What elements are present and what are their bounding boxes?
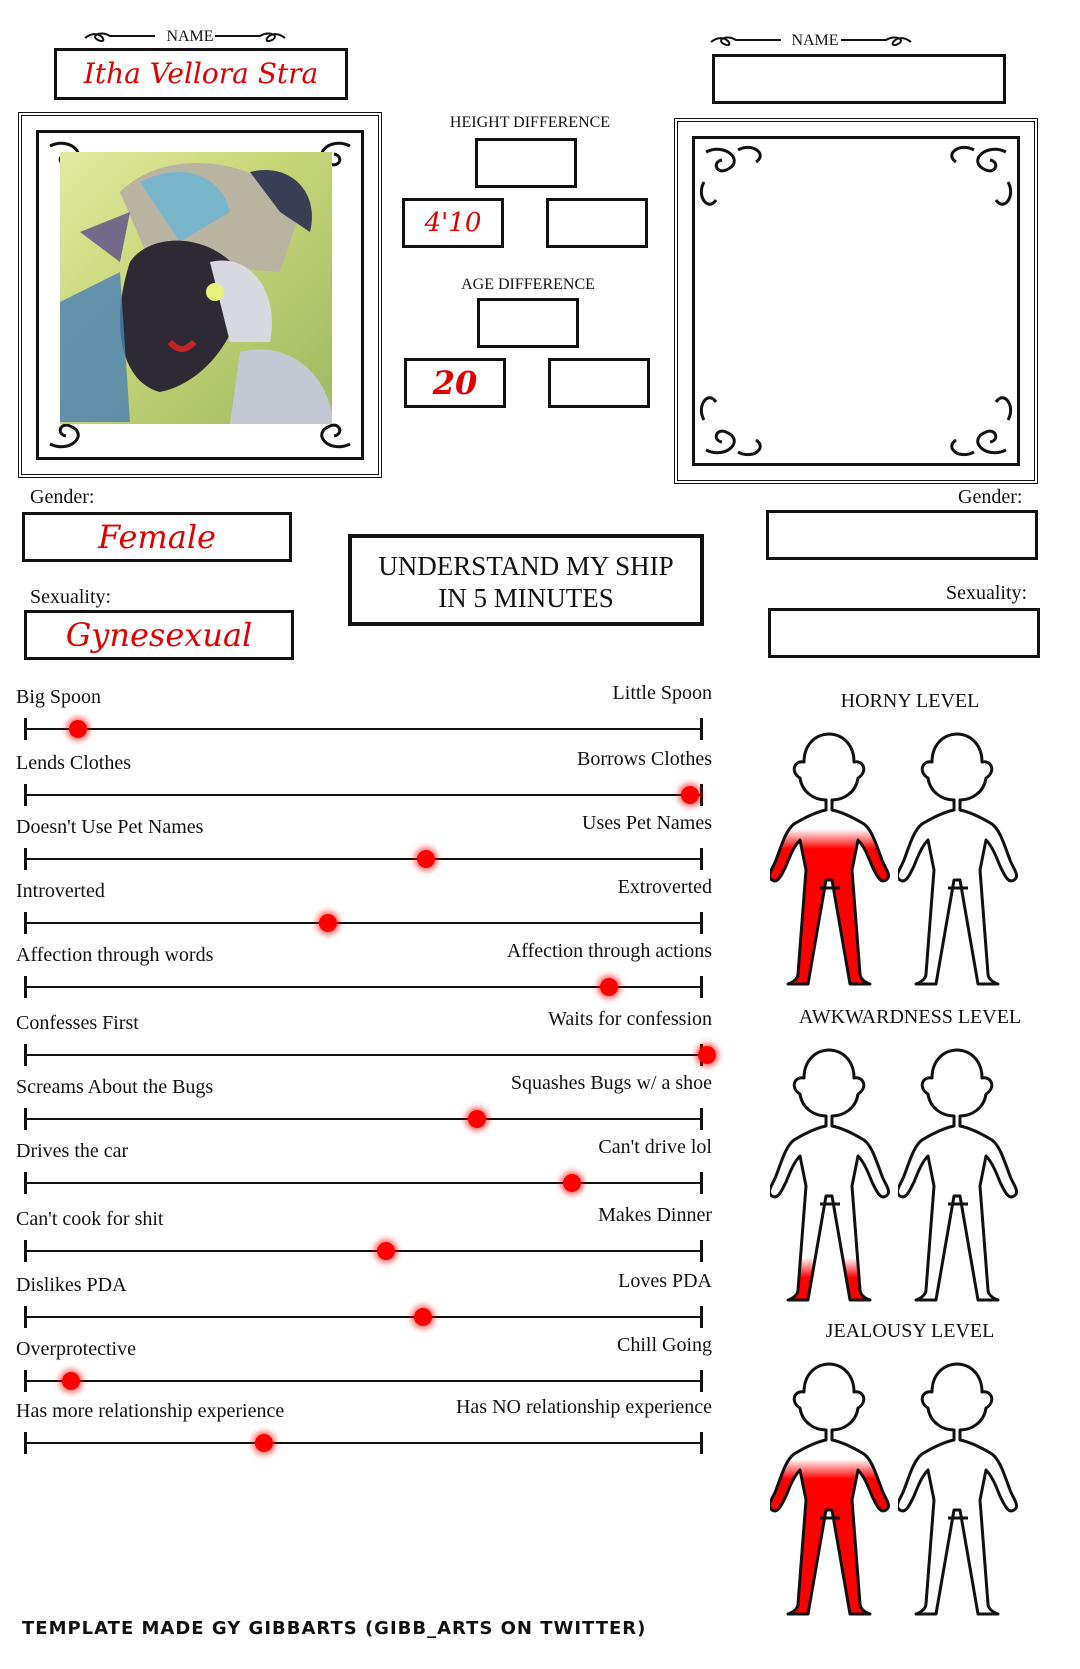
age-difference-label: AGE DIFFERENCE: [461, 276, 595, 293]
right-sexuality-field[interactable]: [768, 608, 1040, 658]
slider-left-label: Screams About the Bugs: [16, 1076, 214, 1098]
slider-right-label: Borrows Clothes: [577, 748, 712, 770]
left-name-value: Itha Vellora Stra: [83, 57, 319, 90]
slider-left-cap: [24, 1108, 27, 1130]
slider-right-cap: [700, 784, 703, 806]
left-gender-field[interactable]: [22, 512, 292, 562]
slider-left-label: Can't cook for shit: [16, 1208, 164, 1230]
left-figure-body: [770, 734, 889, 984]
slider-right-label: Has NO relationship experience: [455, 1396, 712, 1418]
slider-right-label: Chill Going: [616, 1334, 712, 1356]
slider-track[interactable]: [24, 728, 700, 730]
slider-right-label: Loves PDA: [618, 1270, 712, 1292]
slider-right-cap: [700, 848, 703, 870]
left-gender-value: Female: [98, 518, 216, 556]
slider-marker[interactable]: [414, 1308, 432, 1326]
slider-track[interactable]: [24, 922, 700, 924]
level-title: AWKWARDNESS LEVEL: [798, 1006, 1022, 1028]
slider-right-label: Uses Pet Names: [582, 812, 712, 834]
slider-left-cap: [24, 718, 27, 740]
slider-marker[interactable]: [681, 786, 699, 804]
slider-right-cap: [700, 1172, 703, 1194]
right-figure-body: [898, 1364, 1017, 1614]
slider-right-label: Extroverted: [617, 876, 712, 898]
slider-left-label: Drives the car: [16, 1140, 129, 1162]
slider-right-cap: [700, 1108, 703, 1130]
character-portrait: [60, 152, 332, 424]
slider-track[interactable]: [24, 1380, 700, 1382]
right-figure-body: [898, 734, 1017, 984]
slider-marker[interactable]: [563, 1174, 581, 1192]
age-left-field[interactable]: [404, 358, 506, 408]
slider-marker[interactable]: [377, 1242, 395, 1260]
slider-left-label: Doesn't Use Pet Names: [16, 816, 204, 838]
slider-marker[interactable]: [600, 978, 618, 996]
right-figure: [898, 1040, 1022, 1302]
height-difference-field[interactable]: [475, 138, 577, 188]
left-figure: [770, 724, 894, 986]
height-difference-label: HEIGHT DIFFERENCE: [449, 114, 611, 131]
slider-right-label: Can't drive lol: [598, 1136, 712, 1158]
slider-left-cap: [24, 784, 27, 806]
age-left-value: 20: [432, 364, 478, 402]
slider-left-cap: [24, 1172, 27, 1194]
left-name-label: NAME: [166, 28, 214, 45]
age-right-field[interactable]: [548, 358, 650, 408]
slider-left-label: Affection through words: [16, 944, 214, 966]
slider-right-cap: [700, 1370, 703, 1392]
slider-marker[interactable]: [255, 1434, 273, 1452]
slider-track[interactable]: [24, 1118, 700, 1120]
height-left-field[interactable]: [402, 198, 504, 248]
slider-right-label: Affection through actions: [506, 940, 712, 962]
slider-right-cap: [700, 912, 703, 934]
slider-track[interactable]: [24, 1250, 700, 1252]
slider-track[interactable]: [24, 1316, 700, 1318]
left-figure: [770, 1040, 894, 1302]
slider-left-label: Dislikes PDA: [16, 1274, 127, 1296]
level-title: HORNY LEVEL: [840, 690, 980, 712]
right-gender-field[interactable]: [766, 510, 1038, 560]
slider-track[interactable]: [24, 858, 700, 860]
slider-right-cap: [700, 1306, 703, 1328]
slider-marker[interactable]: [417, 850, 435, 868]
slider-marker[interactable]: [319, 914, 337, 932]
right-name-field[interactable]: [712, 54, 1006, 104]
right-sexuality-label: Sexuality:: [946, 582, 1028, 604]
slider-left-label: Has more relationship experience: [16, 1400, 285, 1422]
slider-marker[interactable]: [468, 1110, 486, 1128]
slider-right-label: Waits for confession: [548, 1008, 712, 1030]
left-sexuality-label: Sexuality:: [30, 586, 112, 608]
left-figure-body: [770, 1050, 889, 1300]
height-right-field[interactable]: [546, 198, 648, 248]
slider-track[interactable]: [24, 1054, 700, 1056]
slider-right-label: Little Spoon: [612, 682, 712, 704]
left-gender-label: Gender:: [30, 486, 95, 508]
slider-right-label: Makes Dinner: [598, 1204, 712, 1226]
slider-marker[interactable]: [69, 720, 87, 738]
slider-left-cap: [24, 1306, 27, 1328]
title-line-2: IN 5 MINUTES: [438, 583, 614, 613]
right-gender-label: Gender:: [958, 486, 1023, 508]
left-figure-body: [770, 1364, 889, 1614]
age-difference-field[interactable]: [477, 298, 579, 348]
slider-right-cap: [700, 1432, 703, 1454]
slider-track[interactable]: [24, 986, 700, 988]
left-portrait-frame: [18, 112, 382, 478]
slider-left-label: Overprotective: [16, 1338, 136, 1360]
right-figure: [898, 1354, 1022, 1616]
height-left-value: 4'10: [424, 208, 482, 238]
slider-right-cap: [700, 976, 703, 998]
right-figure: [898, 724, 1022, 986]
title-line-1: UNDERSTAND MY SHIP: [378, 551, 674, 581]
slider-track[interactable]: [24, 1182, 700, 1184]
level-title: JEALOUSY LEVEL: [825, 1320, 995, 1342]
slider-left-cap: [24, 912, 27, 934]
slider-left-cap: [24, 1370, 27, 1392]
slider-left-cap: [24, 848, 27, 870]
right-portrait-frame: [674, 118, 1038, 484]
left-figure: [770, 1354, 894, 1616]
left-name-field[interactable]: [54, 48, 348, 100]
left-sexuality-value: Gynesexual: [65, 616, 253, 654]
right-name-label: NAME: [791, 32, 839, 49]
slider-left-cap: [24, 1240, 27, 1262]
slider-right-label: Squashes Bugs w/ a shoe: [510, 1072, 712, 1094]
slider-track[interactable]: [24, 1442, 700, 1444]
page-title: [348, 534, 704, 626]
slider-track[interactable]: [24, 794, 700, 796]
template-credit: TEMPLATE MADE GY GIBBARTS (GIBB_ARTS ON TWITTER): [22, 1618, 647, 1639]
right-figure-body: [898, 1050, 1017, 1300]
slider-left-label: Big Spoon: [16, 686, 102, 708]
left-sexuality-field[interactable]: [24, 610, 294, 660]
slider-left-label: Introverted: [16, 880, 105, 902]
slider-left-label: Lends Clothes: [16, 752, 131, 774]
slider-right-cap: [700, 718, 703, 740]
slider-left-cap: [24, 1432, 27, 1454]
slider-right-cap: [700, 1240, 703, 1262]
slider-left-cap: [24, 976, 27, 998]
slider-marker[interactable]: [698, 1046, 716, 1064]
slider-left-label: Confesses First: [16, 1012, 139, 1034]
slider-left-cap: [24, 1044, 27, 1066]
slider-marker[interactable]: [62, 1372, 80, 1390]
